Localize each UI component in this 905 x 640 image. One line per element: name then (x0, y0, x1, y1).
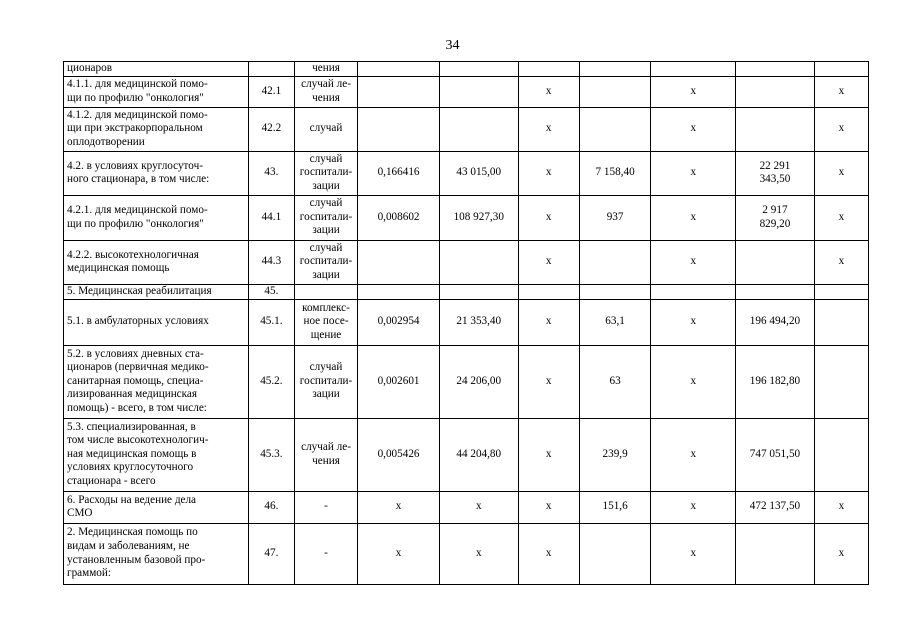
table-cell-name (64, 151, 249, 195)
cell-line: случай (309, 361, 343, 374)
table-row (64, 151, 869, 195)
table-cell-c9 (736, 299, 815, 345)
cell-line: чения (312, 62, 340, 74)
table-cell-c8: х (651, 299, 736, 345)
table-row (64, 523, 869, 584)
table-cell-c8: х (651, 491, 736, 523)
cell-line: зации (312, 268, 340, 281)
cell-line: чения (312, 91, 340, 104)
table-cell-code: 45. (248, 284, 294, 299)
cell-line: 4.2.2. высокотехнологичная (67, 248, 199, 261)
cell-line: 4.1.2. для медицинской помо- (67, 108, 208, 121)
table-cell-c6: х (518, 299, 579, 345)
table-cell-name (64, 76, 249, 107)
table-cell-c10: х (814, 107, 868, 151)
table-cell-c4 (358, 284, 440, 299)
table-cell-c7 (579, 240, 651, 284)
cell-line: 4.2. в условиях круглосуточ- (67, 159, 203, 172)
cell-line: госпитали- (299, 255, 353, 268)
cell-line: ционаров (67, 62, 112, 74)
cell-line: установленным базовой про- (67, 553, 206, 566)
cell-line: 747 051,50 (749, 447, 801, 460)
table-cell-unit (294, 299, 357, 345)
table-cell-c7: 937 (579, 195, 651, 240)
table-cell-name (64, 523, 249, 584)
cell-line: 829,20 (759, 217, 791, 230)
table-cell-name (64, 418, 249, 491)
cell-line: 2. Медицинская помощь по (67, 526, 198, 539)
table-cell-c6 (518, 284, 579, 299)
table-cell-name (64, 240, 249, 284)
table-cell-c4 (358, 76, 440, 107)
table-cell-code: 44.3 (248, 240, 294, 284)
table-cell-name (64, 284, 249, 299)
table-cell-code: 47. (248, 523, 294, 584)
cell-line: медицинская помощь (67, 262, 170, 275)
cell-line: помощь) - всего, в том числе: (67, 401, 207, 414)
table-cell-code (248, 62, 294, 77)
cell-line: зации (312, 224, 340, 237)
table-cell-code: 43. (248, 151, 294, 195)
table-cell-c7 (579, 523, 651, 584)
table-cell-name (64, 107, 249, 151)
table-cell-c6: х (518, 76, 579, 107)
table-cell-code: 42.2 (248, 107, 294, 151)
table-cell-c9 (736, 284, 815, 299)
table-cell-c10: х (814, 76, 868, 107)
table-cell-c10 (814, 284, 868, 299)
table-cell-c5: 108 927,30 (439, 195, 518, 240)
table-cell-unit (294, 345, 357, 418)
table-cell-code: 45.1. (248, 299, 294, 345)
table-cell-c6: х (518, 107, 579, 151)
table-cell-code: 46. (248, 491, 294, 523)
table-row (64, 284, 869, 299)
cell-line: 4.2.1. для медицинской помо- (67, 204, 208, 216)
table-cell-c8: х (651, 240, 736, 284)
cell-line: ционаров (первичная медико- (67, 361, 209, 374)
table-cell-c5 (439, 62, 518, 77)
table-cell-unit (294, 62, 357, 77)
table-cell-c7 (579, 62, 651, 77)
table-cell-c4: х (358, 523, 440, 584)
table-cell-c4 (358, 240, 440, 284)
cell-line: 5.2. в условиях дневных ста- (67, 347, 204, 360)
table-cell-c6: х (518, 240, 579, 284)
table-cell-c4 (358, 107, 440, 151)
table-cell-c10: х (814, 523, 868, 584)
cell-line: 5.3. специализированная, в (67, 420, 196, 433)
cell-line: зации (312, 179, 340, 192)
table-cell-c7: 7 158,40 (579, 151, 651, 195)
table-cell-code: 42.1 (248, 76, 294, 107)
table-cell-c5: 44 204,80 (439, 418, 518, 491)
table-cell-c5 (439, 76, 518, 107)
cell-line: зации (312, 388, 340, 401)
table-cell-c8 (651, 284, 736, 299)
table-cell-c10 (814, 345, 868, 418)
table-cell-c4: 0,166416 (358, 151, 440, 195)
table-cell-c9 (736, 345, 815, 418)
table-row (64, 107, 869, 151)
table-cell-c7: 63,1 (579, 299, 651, 345)
cell-line: условиях круглосуточного (67, 461, 194, 474)
cell-line: граммой: (67, 567, 111, 580)
cell-line: случай (309, 122, 343, 135)
table-cell-c7: 239,9 (579, 418, 651, 491)
table-row (64, 418, 869, 491)
table-cell-unit (294, 107, 357, 151)
table-cell-c7 (579, 284, 651, 299)
table-cell-c10 (814, 299, 868, 345)
table-row (64, 76, 869, 107)
cell-line: госпитали- (299, 210, 353, 223)
cell-line: 22 291 (759, 159, 791, 172)
table-cell-c8: х (651, 523, 736, 584)
cell-line: случай ле- (301, 78, 351, 90)
cell-line: ная медицинская помощь в (67, 447, 197, 460)
table-cell-c6: х (518, 523, 579, 584)
cell-line: оплодотворении (67, 135, 145, 148)
table-cell-c7: 151,6 (579, 491, 651, 523)
table-cell-c4: 0,005426 (358, 418, 440, 491)
table-row (64, 491, 869, 523)
table-cell-c10: х (814, 491, 868, 523)
table-cell-name (64, 195, 249, 240)
table-cell-c9 (736, 491, 815, 523)
cell-line: СМО (67, 507, 93, 520)
cell-line: 5.1. в амбулаторных условиях (67, 315, 209, 328)
table-cell-c4: 0,008602 (358, 195, 440, 240)
table-cell-c6: х (518, 151, 579, 195)
cell-line: госпитали- (299, 166, 353, 179)
table-cell-c8 (651, 62, 736, 77)
table-row (64, 62, 869, 77)
table-cell-c9 (736, 151, 815, 195)
table-cell-c8: х (651, 76, 736, 107)
table-cell-unit (294, 523, 357, 584)
cell-line: санитарная помощь, специа- (67, 374, 204, 387)
page-number: 34 (445, 38, 460, 53)
cell-line: госпитали- (299, 374, 353, 387)
table-cell-c8: х (651, 345, 736, 418)
table-cell-c7: 63 (579, 345, 651, 418)
table-cell-c4: 0,002954 (358, 299, 440, 345)
cell-line: стационара - всего (67, 474, 156, 487)
cell-line: - (324, 546, 328, 559)
table-cell-c9 (736, 240, 815, 284)
cell-line: случай (309, 241, 343, 254)
table-cell-c5: х (439, 491, 518, 523)
cell-line: случай ле- (301, 441, 351, 453)
table-cell-c8: х (651, 195, 736, 240)
cell-line: комплекс- (302, 301, 350, 314)
cell-line: том числе высокотехнологич- (67, 434, 209, 447)
table-cell-c10: х (814, 195, 868, 240)
cell-line: 5. Медицинская реабилитация (67, 284, 212, 297)
table-cell-name (64, 299, 249, 345)
cell-line: лизированная медицинская (67, 388, 198, 401)
table-cell-c5: 24 206,00 (439, 345, 518, 418)
table-cell-unit (294, 418, 357, 491)
table-cell-c7 (579, 107, 651, 151)
table-cell-unit (294, 491, 357, 523)
cell-line: щение (310, 328, 342, 341)
table-row (64, 345, 869, 418)
cell-line: щи по профилю "онкология" (67, 217, 204, 230)
cell-line: - (324, 500, 328, 513)
table-cell-name (64, 345, 249, 418)
cell-line: случай (309, 197, 343, 210)
cell-line: ного стационара, в том числе: (67, 173, 210, 186)
table-cell-name (64, 62, 249, 77)
table-cell-c6: х (518, 195, 579, 240)
table-cell-c7 (579, 76, 651, 107)
table-cell-unit (294, 284, 357, 299)
table-cell-c9 (736, 62, 815, 77)
cell-line: 2 917 (762, 204, 788, 216)
table-cell-unit (294, 76, 357, 107)
table-cell-c9 (736, 76, 815, 107)
table-cell-c6: х (518, 491, 579, 523)
cell-line: случай (309, 152, 343, 165)
table-cell-c10: х (814, 240, 868, 284)
cell-line: 343,50 (759, 173, 791, 186)
table-cell-c6 (518, 62, 579, 77)
cell-line: чения (312, 454, 340, 467)
table-row (64, 240, 869, 284)
cell-line: 196 182,80 (749, 374, 801, 387)
table-cell-c4: х (358, 491, 440, 523)
table-cell-c8: х (651, 107, 736, 151)
cell-line: 472 137,50 (749, 500, 801, 513)
table-cell-c5 (439, 284, 518, 299)
cell-line: ное посе- (303, 315, 349, 328)
table-cell-c4: 0,002601 (358, 345, 440, 418)
table-cell-c5 (439, 107, 518, 151)
table-cell-c10: х (814, 151, 868, 195)
cell-line: видам и заболеваниям, не (67, 540, 190, 552)
table-cell-c8: х (651, 418, 736, 491)
table-cell-c5 (439, 240, 518, 284)
table-cell-c5: х (439, 523, 518, 584)
table-cell-c6: х (518, 418, 579, 491)
table-cell-c9 (736, 195, 815, 240)
table-cell-code: 45.2. (248, 345, 294, 418)
table-cell-code: 45.3. (248, 418, 294, 491)
table-cell-c10 (814, 418, 868, 491)
table-cell-c5: 43 015,00 (439, 151, 518, 195)
table-cell-unit (294, 240, 357, 284)
table-cell-c6: х (518, 345, 579, 418)
table-cell-unit (294, 195, 357, 240)
table-cell-c9 (736, 418, 815, 491)
table-row (64, 299, 869, 345)
cell-line: 4.1.1. для медицинской помо- (67, 78, 208, 90)
table-cell-c5: 21 353,40 (439, 299, 518, 345)
table-cell-c9 (736, 107, 815, 151)
table-cell-code: 44.1 (248, 195, 294, 240)
table-cell-unit (294, 151, 357, 195)
cell-line: 6. Расходы на ведение дела (67, 493, 197, 506)
cell-line: щи по профилю "онкология" (67, 91, 204, 104)
table-cell-c8: х (651, 151, 736, 195)
table-cell-name (64, 491, 249, 523)
cell-line: 196 494,20 (749, 315, 801, 328)
table-cell-c4 (358, 62, 440, 77)
table-cell-c9 (736, 523, 815, 584)
table-cell-c10 (814, 62, 868, 77)
data-table (63, 61, 869, 585)
cell-line: щи при экстракорпоральном (67, 122, 203, 135)
table-row (64, 195, 869, 240)
